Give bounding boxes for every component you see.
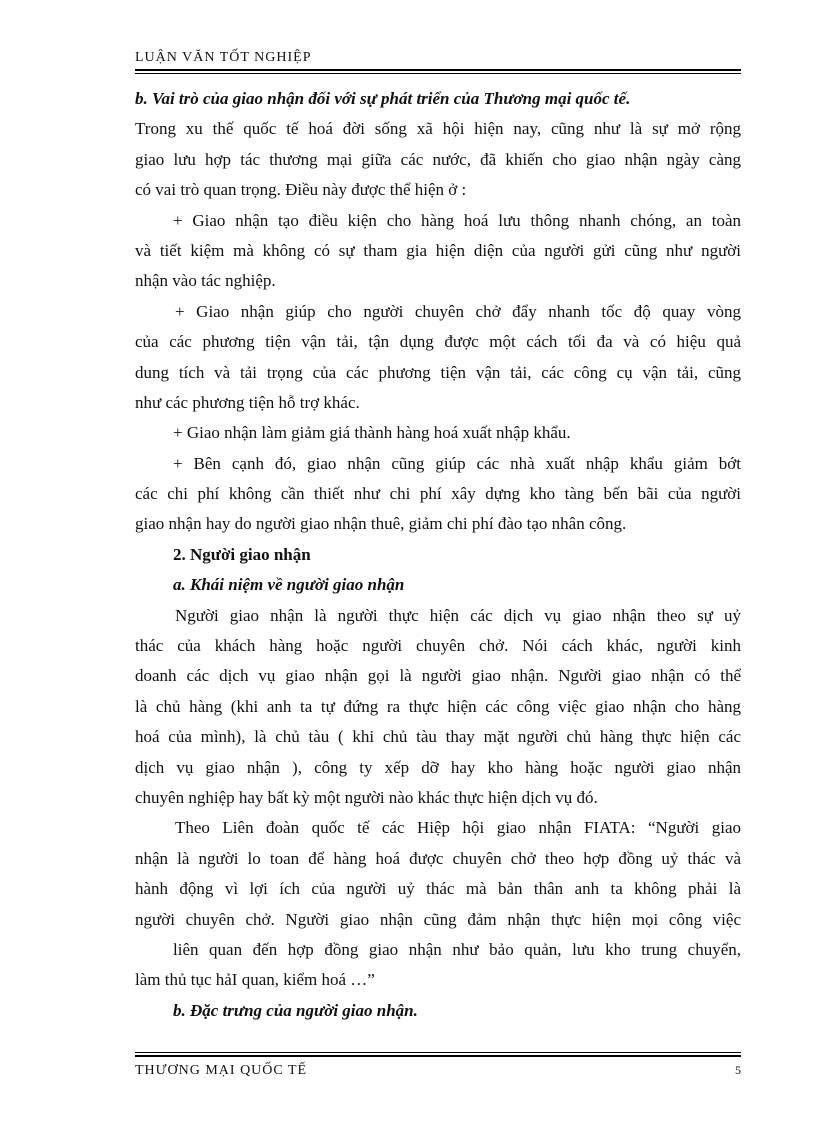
para2-line: thác của khách hàng hoặc người chuyên chở. Nói cách khác, người kinh: [135, 636, 741, 656]
section2b-heading: b. Đặc trưng của người giao nhận.: [173, 1000, 418, 1020]
para3-line: làm thủ tục hảI quan, kiểm hoá …”: [135, 970, 375, 990]
bullet4-line: + Bên cạnh đó, giao nhận cũng giúp các nhà xuất nhập khẩu giảm bớt: [173, 453, 741, 473]
page-number: 5: [735, 1063, 741, 1077]
para2-line: hoá của mình), là chủ tàu ( khi chủ tàu thay mặt người chủ hàng thực hiện các: [135, 727, 741, 747]
para2-line: chuyên nghiệp hay bất kỳ một người nào khác thực hiện dịch vụ đó.: [135, 787, 598, 807]
bullet2-line: dung tích và tải trọng của các phương tiện vận tải, các công cụ vận tải, cũng: [135, 362, 741, 382]
section-b-heading: b. Vai trò của giao nhận đối với sự phát triển của Thương mại quốc tế.: [135, 89, 631, 108]
section2-heading: 2. Người giao nhận: [173, 544, 311, 564]
header-title: LUẬN VĂN TỐT NGHIỆP: [135, 50, 312, 65]
page-footer: [135, 1052, 741, 1079]
para2-line: dịch vụ giao nhận ), công ty xếp dỡ hay kho hàng hoặc người giao nhận: [135, 757, 741, 777]
header-rule: [135, 69, 741, 74]
para2-line: doanh các dịch vụ giao nhận gọi là người giao nhận. Người giao nhận có thể: [135, 666, 741, 686]
para3-line: liên quan đến hợp đồng giao nhận như bảo quản, lưu kho trung chuyển,: [173, 939, 741, 959]
bullet3-line: + Giao nhận làm giảm giá thành hàng hoá xuất nhập khẩu.: [173, 423, 571, 443]
para1-line: Trong xu thế quốc tế hoá đời sống xã hội hiện nay, cũng như là sự mở rộng: [135, 119, 741, 139]
para1-line: giao lưu hợp tác thương mại giữa các nước, đã khiến cho giao nhận ngày càng: [135, 149, 741, 169]
para2-line: là chủ hàng (khi anh ta tự đứng ra thực hiện các công việc giao nhận cho hàng: [135, 696, 741, 716]
para3-line: hành động vì lợi ích của người uỷ thác mà bản thân anh ta không phải là: [135, 879, 741, 899]
bullet2-line: + Giao nhận giúp cho người chuyên chở đẩy nhanh tốc độ quay vòng: [175, 301, 741, 321]
section2a-heading: a. Khái niệm về người giao nhận: [173, 575, 405, 595]
para3-line: người chuyên chở. Người giao nhận cũng đảm nhận thực hiện mọi công việc: [135, 909, 741, 929]
bullet4-line: các chi phí không cần thiết như chi phí xây dựng kho tàng bến bãi của người: [135, 484, 741, 504]
bullet2-line: như các phương tiện hỗ trợ khác.: [135, 392, 360, 412]
page-header: [135, 49, 741, 74]
bullet1-line: và tiết kiệm mà không có sự tham gia hiện diện của người gửi cũng như người: [135, 240, 741, 260]
bullet2-line: của các phương tiện vận tải, tận dụng được một cách tối đa và có hiệu quả: [135, 332, 741, 352]
para3-line: nhận là người lo toan để hàng hoá được chuyên chở theo hợp đồng uỷ thác và: [135, 848, 741, 868]
document-body: [135, 84, 741, 1026]
para2-line: Người giao nhận là người thực hiện các dịch vụ giao nhận theo sự uỷ: [175, 605, 741, 625]
para3-line: Theo Liên đoàn quốc tế các Hiệp hội giao nhận FIATA: “Người giao: [175, 818, 741, 838]
bullet4-line: giao nhận hay do người giao nhận thuê, giảm chi phí đào tạo nhân công.: [135, 514, 627, 534]
bullet1-line: + Giao nhận tạo điều kiện cho hàng hoá lưu thông nhanh chóng, an toàn: [173, 210, 741, 230]
bullet1-line: nhận vào tác nghiệp.: [135, 271, 276, 291]
footer-title: THƯƠNG MẠI QUỐC TẾ: [135, 1063, 308, 1078]
para1-line: có vai trò quan trọng. Điều này được thể hiện ở :: [135, 180, 467, 200]
footer-rule: [135, 1052, 741, 1057]
